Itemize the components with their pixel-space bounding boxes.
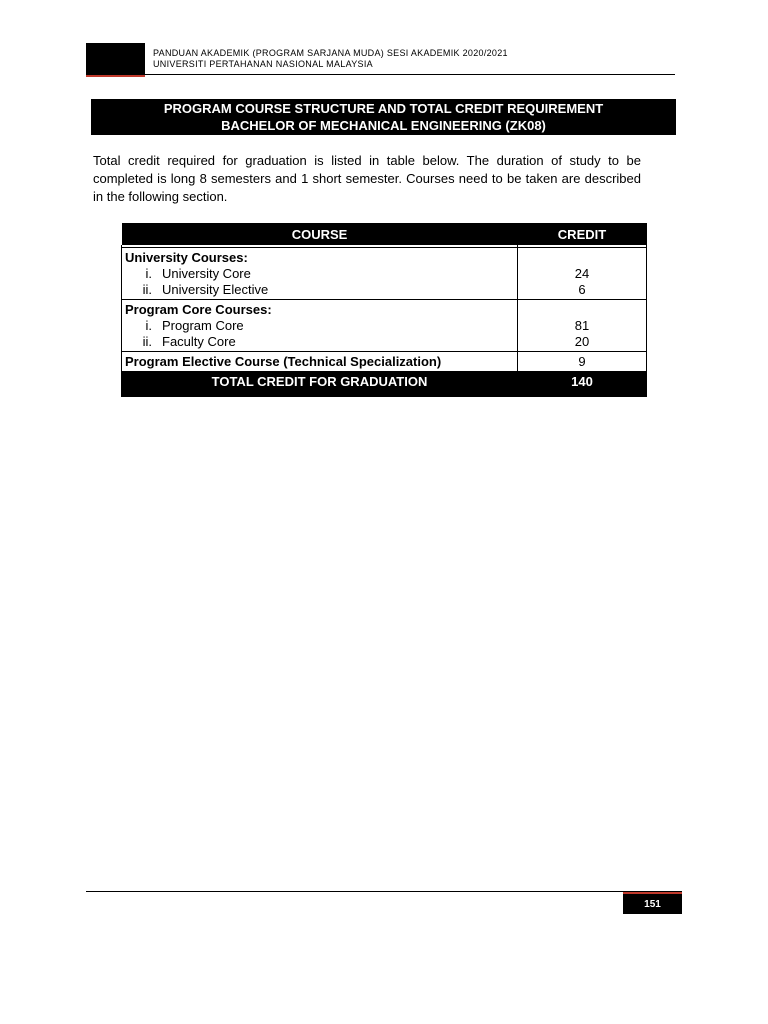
credit-value: 24 bbox=[574, 266, 590, 281]
section-title-line-1: PROGRAM COURSE STRUCTURE AND TOTAL CREDIT REQUIREMENT bbox=[163, 101, 604, 116]
item-label: Faculty Core bbox=[162, 334, 236, 349]
table-row bbox=[122, 352, 647, 372]
header-line-1: PANDUAN AKADEMIK (PROGRAM SARJANA MUDA) SESI AKADEMIK 2020/2021 bbox=[153, 48, 508, 58]
list-item bbox=[125, 266, 514, 282]
elective-credit: 9 bbox=[518, 352, 647, 372]
list-item bbox=[125, 282, 514, 298]
intro-paragraph: Total credit required for graduation is listed in table below. The duration of study to be completed is long 8 semesters and 1 short semester. Courses need to be taken are described in the following section. bbox=[93, 153, 641, 204]
credit-column-header: CREDIT bbox=[518, 223, 647, 245]
credit-cell bbox=[518, 248, 647, 300]
item-label: University Elective bbox=[162, 282, 269, 297]
table-row bbox=[122, 248, 647, 300]
total-label: TOTAL CREDIT FOR GRADUATION bbox=[122, 372, 518, 397]
group-title: University Courses: bbox=[125, 250, 248, 265]
header-black-block bbox=[86, 43, 145, 77]
item-number: ii. bbox=[142, 282, 152, 297]
footer-divider bbox=[86, 891, 682, 892]
credit-value: 81 bbox=[574, 318, 590, 333]
header-divider bbox=[145, 74, 675, 75]
group-title: Program Core Courses: bbox=[125, 302, 272, 317]
section-title-line-2: BACHELOR OF MECHANICAL ENGINEERING (ZK08) bbox=[221, 118, 546, 133]
item-label: University Core bbox=[162, 266, 251, 281]
credit-table bbox=[121, 223, 647, 397]
credit-value: 20 bbox=[574, 334, 590, 349]
table-header-row bbox=[122, 223, 647, 245]
item-label: Program Core bbox=[162, 318, 244, 333]
item-number: i. bbox=[145, 318, 152, 333]
table-row bbox=[122, 300, 647, 352]
total-row bbox=[122, 372, 647, 397]
section-title bbox=[91, 99, 676, 135]
course-column-header: COURSE bbox=[122, 223, 518, 245]
credit-value: 6 bbox=[578, 282, 586, 297]
total-credit: 140 bbox=[518, 372, 647, 397]
document-header bbox=[153, 48, 508, 70]
item-number: ii. bbox=[142, 334, 152, 349]
credit-cell bbox=[518, 300, 647, 352]
page-number: 151 bbox=[623, 892, 682, 914]
list-item bbox=[125, 318, 514, 334]
course-group-cell bbox=[122, 248, 518, 300]
header-line-2: UNIVERSITI PERTAHANAN NASIONAL MALAYSIA bbox=[153, 59, 373, 69]
list-item bbox=[125, 334, 514, 350]
item-number: i. bbox=[145, 266, 152, 281]
course-group-cell bbox=[122, 300, 518, 352]
elective-label: Program Elective Course (Technical Specialization) bbox=[122, 352, 518, 372]
